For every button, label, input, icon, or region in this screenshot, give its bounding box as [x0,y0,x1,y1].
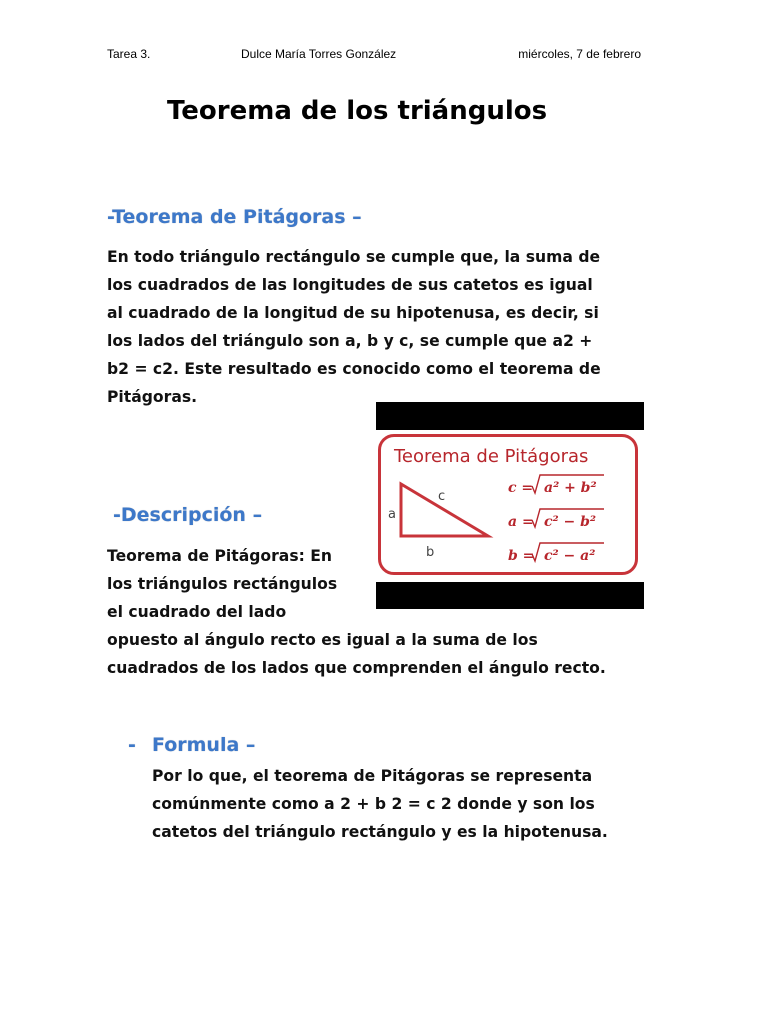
paragraph-line: comúnmente como a 2 + b 2 = c 2 donde y son los [152,795,595,813]
paragraph-line: al cuadrado de la longitud de su hipotenusa, es decir, si [107,304,599,322]
side-c-label: c [438,489,446,504]
paragraph-line: catetos del triángulo rectángulo y es la hipotenusa. [152,823,608,841]
section-heading-descripcion: -Descripción – [113,504,263,526]
paragraph-line: En todo triángulo rectángulo se cumple que, la suma de [107,248,601,266]
section-heading-formula: Formula – [152,734,256,756]
paragraph-line: los lados del triángulo son a, b y c, se cumple que a2 + [107,332,593,350]
header-task: Tarea 3. [107,47,151,61]
formula-a-radicand: c² − b² [544,514,597,530]
formula-a-lhs: a = [508,514,534,530]
section-paragraph-pitagoras [107,243,667,411]
paragraph-line: los cuadrados de las longitudes de sus catetos es igual [107,276,593,294]
page-title: Teorema de los triángulos [167,96,548,126]
paragraph-line: Por lo que, el teorema de Pitágoras se representa [152,767,593,785]
paragraph-line: b2 = c2. Este resultado es conocido como el teorema de [107,360,601,378]
section-paragraph-formula [152,762,692,846]
header-date: miércoles, 7 de febrero [518,47,641,61]
paragraph-line: opuesto al ángulo recto es igual a la suma de los [107,631,538,649]
side-b-label: b [426,545,435,560]
section-heading-pitagoras: -Teorema de Pitágoras – [107,206,362,228]
paragraph-line: Teorema de Pitágoras: En [107,547,333,565]
paragraph-line: los triángulos rectángulos [107,575,338,593]
formula-b-lhs: b = [508,548,535,564]
paragraph-line: cuadrados de los lados que comprenden el ángulo recto. [107,659,606,677]
figure-title: Teorema de Pitágoras [394,446,589,467]
header-author: Dulce María Torres González [241,47,397,61]
paragraph-line: el cuadrado del lado [107,603,287,621]
formula-c-lhs: c = [508,480,534,496]
formula-c-radicand: a² + b² [544,480,597,496]
section-bullet: - [128,734,136,756]
side-a-label: a [388,507,396,522]
paragraph-line: Pitágoras. [107,388,198,406]
formula-b-radicand: c² − a² [544,548,596,564]
section-paragraph-descripcion [107,542,687,682]
